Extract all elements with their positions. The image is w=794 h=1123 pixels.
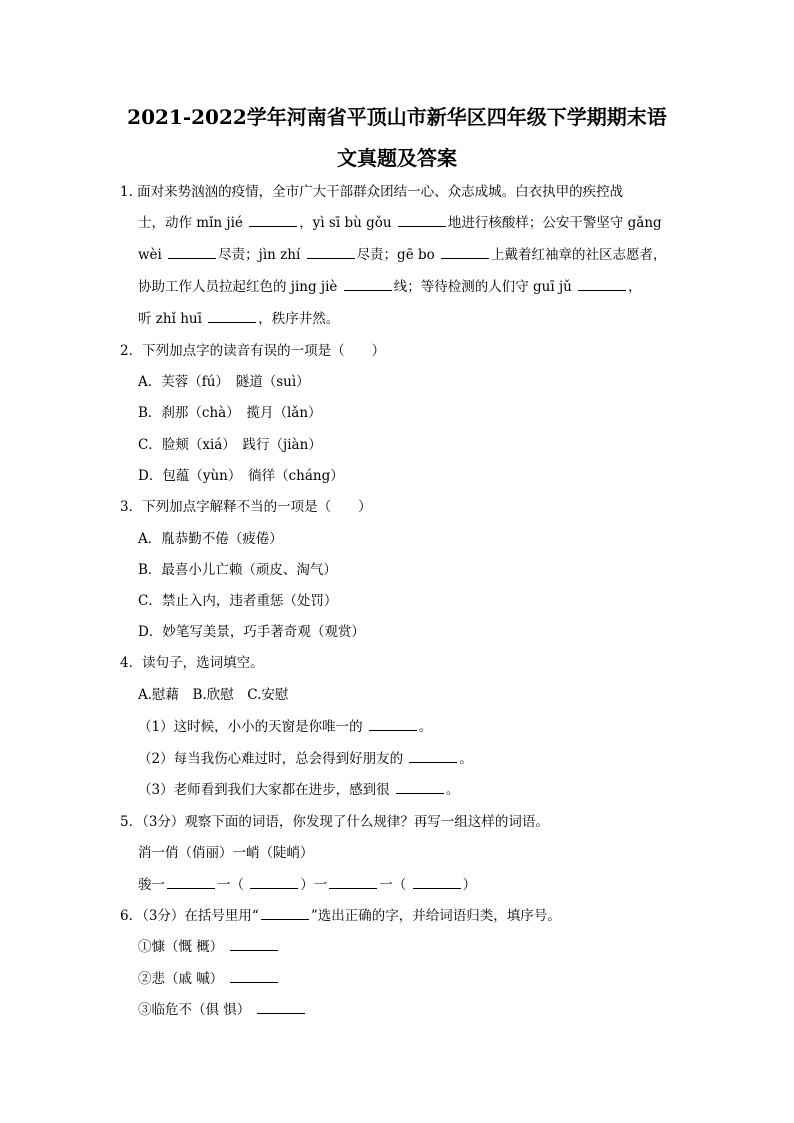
document-line: [120, 906, 561, 926]
line-text: ③临危不（俱 惧）: [138, 1002, 255, 1018]
line-text: 士，动作 mǐn jié: [138, 215, 248, 231]
line-text: 一（: [379, 877, 411, 893]
answer-blank[interactable]: [409, 749, 457, 763]
document-title-line-1: 2021-2022学年河南省平顶山市新华区四年级下学期期末语: [127, 105, 667, 129]
line-text: 。: [459, 751, 473, 767]
line-text: ，秩序井然。: [258, 311, 340, 327]
document-line: [138, 780, 459, 800]
answer-blank[interactable]: [369, 717, 417, 731]
line-text: ②悲（戚 嘁）: [138, 971, 228, 987]
line-text: 2．下列加点字的读音有误的一项是（ ）: [120, 343, 386, 359]
line-text: ，: [628, 279, 642, 295]
answer-blank[interactable]: [257, 1000, 305, 1014]
line-text: 上戴着红袖章的社区志愿者，: [491, 247, 667, 263]
document-line: [138, 466, 344, 486]
line-text: （2）每当我伤心难过时，总会得到好朋友的: [138, 751, 408, 767]
document-line: [138, 937, 280, 957]
answer-blank[interactable]: [168, 245, 216, 259]
line-text: 听 zhǐ huī: [138, 311, 207, 327]
line-text: B．最喜小儿亡赖（顽皮、淘气）: [138, 562, 337, 578]
line-text: A．芙蓉（fú） 隧道（suì）: [138, 374, 310, 390]
document-line: [138, 560, 337, 580]
line-text: 骏一: [138, 877, 165, 893]
answer-blank[interactable]: [167, 875, 215, 889]
document-line: [138, 309, 339, 329]
answer-blank[interactable]: [413, 875, 461, 889]
line-text: 6．（3分）在括号里用“: [120, 908, 259, 924]
line-text: 。: [418, 719, 433, 735]
document-line: [138, 245, 667, 265]
line-text: A.慰藉 B.欣慰 C.安慰: [138, 687, 289, 703]
document-line: [138, 969, 280, 989]
answer-blank[interactable]: [230, 937, 278, 951]
document-line: [138, 277, 642, 297]
line-text: 协助工作人员拉起红色的 jing jiè: [138, 279, 342, 295]
document-line: [138, 372, 310, 392]
answer-blank[interactable]: [344, 277, 392, 291]
line-text: 尽责；jìn zhí: [218, 247, 305, 263]
document-line: [138, 843, 314, 863]
document-line: [138, 591, 337, 611]
document-line: [138, 622, 365, 642]
line-text: （1）这时候，小小的天窗是你唯一的: [138, 719, 367, 735]
document-line: [138, 213, 662, 233]
answer-blank[interactable]: [329, 875, 377, 889]
document-line: [120, 341, 385, 361]
line-text: wèi: [138, 247, 167, 263]
answer-blank[interactable]: [398, 213, 446, 227]
line-text: 消一俏（俏丽）一峭（陡峭）: [138, 845, 314, 861]
line-text: 3．下列加点字解释不当的一项是（ ）: [120, 499, 372, 515]
document-line: [138, 435, 322, 455]
answer-blank[interactable]: [441, 245, 489, 259]
line-text: C．脸颊（xiá） 践行（jiàn）: [138, 437, 322, 453]
answer-blank[interactable]: [261, 906, 309, 920]
document-line: [138, 749, 473, 769]
answer-blank[interactable]: [250, 875, 298, 889]
line-text: 1. 面对来势汹汹的疫情，全市广大干部群众团结一心、众志成城。白衣执甲的疾控战: [120, 184, 624, 200]
line-text: ）一: [300, 877, 328, 893]
line-text: 线；等待检测的人们守 guī jǔ: [393, 279, 577, 295]
line-text: D．妙笔写美景，巧手著奇观（观赏）: [138, 624, 365, 640]
line-text: 一（: [217, 877, 249, 893]
answer-blank[interactable]: [249, 213, 297, 227]
answer-blank[interactable]: [578, 277, 626, 291]
line-text: C．禁止入内，违者重惩（处罚）: [138, 593, 338, 609]
answer-blank[interactable]: [307, 245, 355, 259]
document-line: [120, 497, 372, 517]
line-text: ，yì sī bù gǒu: [299, 215, 396, 231]
line-text: A．胤恭勤不倦（疲倦）: [138, 531, 283, 547]
line-text: 尽责；gē bo: [356, 247, 440, 263]
line-text: 5．（3分）观察下面的词语，你发现了什么规律？再写一组这样的词语。: [120, 814, 549, 830]
document-line: [138, 685, 288, 705]
document-line: [138, 529, 283, 549]
answer-blank[interactable]: [208, 309, 256, 323]
document-line: [138, 717, 432, 737]
document-line: [120, 182, 623, 202]
line-text: B．刹那（chà） 揽月（lǎn）: [138, 405, 322, 421]
line-text: 4．读句子，选词填空。: [120, 655, 264, 671]
document-line: [138, 403, 322, 423]
document-title-line-2: 文真题及答案: [337, 146, 457, 170]
line-text: ）: [462, 877, 477, 893]
line-text: （3）老师看到我们大家都在进步，感到很: [138, 782, 394, 798]
line-text: 。: [445, 782, 460, 798]
document-line: [120, 812, 549, 832]
answer-blank[interactable]: [396, 780, 444, 794]
document-line: [138, 1000, 307, 1020]
answer-blank[interactable]: [230, 969, 278, 983]
line-text: ①慷（慨 概）: [138, 939, 228, 955]
line-text: ”选出正确的字，并给词语归类，填序号。: [310, 908, 561, 924]
line-text: D．包蕴（yùn） 徜徉（cháng）: [138, 468, 344, 484]
document-line: [138, 875, 476, 895]
document-line: [120, 653, 264, 673]
line-text: 地进行核酸样；公安干警坚守 gǎng: [447, 215, 662, 231]
